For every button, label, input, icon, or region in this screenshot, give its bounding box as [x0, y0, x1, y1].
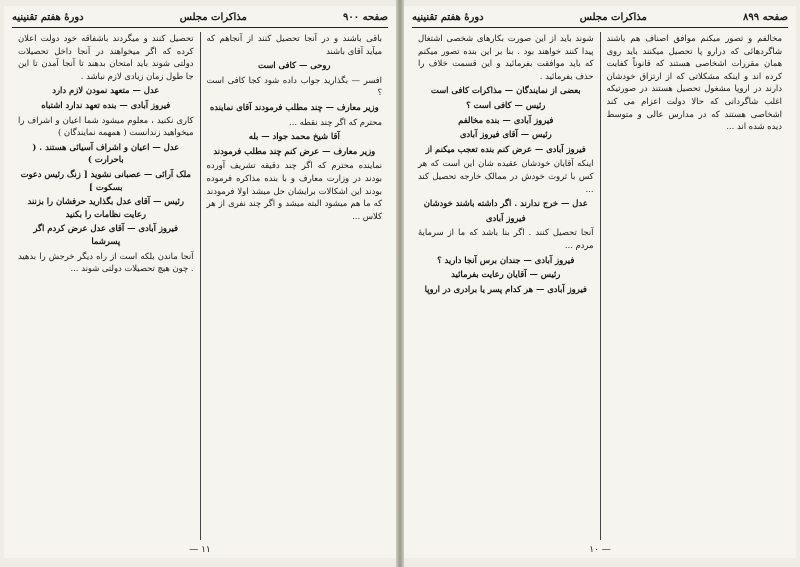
speaker-line: فیروز آبادی — آقای عدل عرض کردم اگر پسرشما: [33, 223, 179, 246]
paragraph: آنجا تحصیل کنند . اگر بنا باشد که ما از سرمایهٔ مردم ...: [418, 227, 594, 250]
speaker-line: رئیس — آقای فیروز آبادی: [459, 129, 552, 140]
paragraph: اینکه آقایان خودشان عقیده شان این است که هر کس با ثروت خودش در ممالک خارجه تحصیل کند ...: [418, 158, 594, 194]
left-page-title: مذاکرات مجلس: [179, 11, 247, 23]
paragraph: تحصیل کنند و میگردند باشفاقه خود دولت اعلان کرده که اگر میخواهند در آنجا داخل تحصیلات دولتی شوند باید امتحان بدهند تا آنجا آمدن تا این جا طول زمان زیادی لازم نباشد .: [18, 33, 194, 81]
speaker-line: وزیر معارف — چند مطلب فرمودند آقای نماینده: [209, 101, 379, 112]
left-page-col-2: [12, 32, 200, 540]
right-columns: [412, 32, 788, 540]
paragraph: مخالفم و تصور میکنم موافق اصناف هم باشند شاگردهائی که درارو پا تحصیل میکنند باید روی همان مقررات اشخاصی هستند که قانوناً کفایت کرده اند و اینکه مشکلاتی که از ارتزاق خودشان دارند در اروپا مشغول تحصیل هستند در صورتیکه اغلب شاگردانی که حالا دولت اعزام می کند اشخاصی هستند که در مدارس عالی و متوسط دیده شده اند ...: [606, 33, 782, 132]
speaker-line: فیروز آبادی — عرض کنم بنده تعجب میکنم از: [425, 143, 586, 154]
right-page-session: دورهٔ هفتم تقنینیه: [412, 11, 484, 23]
speaker-line: بعضی از نمایندگان — مذاکرات کافی است: [430, 85, 581, 96]
right-header-rule: [412, 27, 788, 28]
left-page-session: دورهٔ هفتم تقنینیه: [12, 11, 84, 23]
speaker-line: وزیر معارف — عرض کنم چند مطلب فرمودند: [213, 145, 376, 156]
right-page-header: [412, 8, 788, 26]
right-page: [404, 6, 796, 558]
speaker-line: فیروز آبادی — بنده مخالفم: [458, 114, 554, 125]
speaker-line: ملک آرائی — عصبانی نشوید [ زنگ رئیس دعوت بسکوت ]: [20, 168, 191, 192]
speaker-line: رئیس — آقای عدل بگذارید حرفشان را بزنند رعایت نظامات را بکنید: [27, 196, 184, 219]
speaker-line: فیروز آبادی — بنده تعهد ندارد اشتباه: [41, 99, 171, 110]
right-page-number: صفحه ۸۹۹: [743, 11, 788, 23]
paragraph: محترم که اگر چند نقطه ...: [289, 116, 382, 127]
speaker-line: فیروز آبادی — هر کدام پسر یا برادری در اروپا: [424, 283, 587, 294]
right-page-footer: — ۱۰: [589, 545, 611, 555]
left-header-rule: [12, 27, 388, 28]
speaker-line: روحی — کافی است: [258, 60, 331, 71]
paragraph: شوند باید از این صورت بکارهای شخصی اشتغال پیدا کنند خواهند بود . بنا بر این بنده تصور میکنم که باید موافقت بفرمائید و این قسمت خلاف را حذف بفرمائید .: [418, 33, 594, 81]
right-page-col-2: [412, 32, 600, 540]
speaker-line: عدل — اعیان و اشراف آسیائی هستند . ( باحرارت ): [32, 141, 180, 165]
paragraph: افسر — بگذارید جواب داده شود کجا کافی است ؟: [206, 74, 382, 98]
speaker-line: رئیس — آقایان رعایت بفرمائید: [451, 269, 561, 280]
speaker-line: عدل — خرج ندارند . اگر داشته باشند خودشان: [423, 198, 588, 209]
left-page-col-1: [201, 32, 389, 540]
speaker-line: عدل — متعهد نمودن لازم دارد: [52, 85, 160, 96]
paragraph: آنجا ماندن بلکه است از راه دیگر خرجش را بدهید . چون هیچ تحصیلات دولتی شوند ...: [18, 250, 194, 274]
left-page-header: [12, 8, 388, 26]
left-columns: [12, 32, 388, 540]
speaker-line: فیروز آبادی: [485, 212, 526, 223]
paragraph: نماینده محترم که اگر چند دقیقه تشریف آورده بودند در وزارت معارف و با بنده مذاکره فرموده بودند این اشکالات برایشان حل میشد اولا فرمودند که ما هم میشود البته میشد و اگر چند نفری از هر کلاس ...: [206, 160, 382, 221]
speaker-line: رئیس — کافی است ؟: [466, 99, 546, 110]
paragraph: کاری نکنید ، معلوم میشود شما اعیان و اشراف را میخواهید زندانست ( همهمه نمایندگان ): [18, 114, 194, 138]
left-page: [4, 6, 396, 558]
left-page-number: صفحه ۹۰۰: [343, 11, 388, 23]
left-page-footer: ۱۱ —: [189, 545, 211, 555]
speaker-line: فیروز آبادی — جندان برس آنجا دارید ؟: [437, 254, 575, 265]
paragraph: باقی باشند و در آنجا تحصیل کنند از آنجاهم که میآید آقای باشند: [206, 33, 382, 56]
right-page-title: مذاکرات مجلس: [579, 11, 647, 23]
speaker-line: آقا شیخ محمد جواد — بله: [248, 131, 340, 142]
book-gutter: [396, 0, 404, 567]
right-page-col-1: [601, 32, 789, 540]
